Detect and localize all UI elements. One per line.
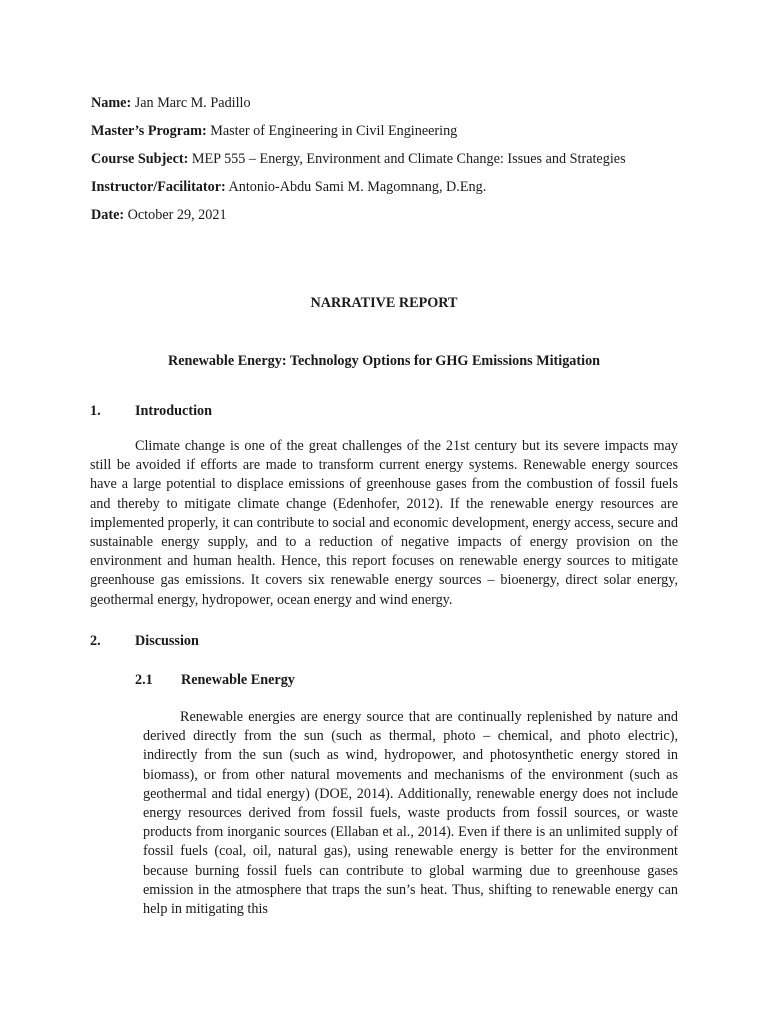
- course-label: Course Subject:: [91, 151, 189, 167]
- section-1-number: 1.: [90, 403, 101, 419]
- section-2-heading: [90, 632, 199, 650]
- instructor-label: Instructor/Facilitator:: [91, 179, 226, 195]
- instructor-value: Antonio-Abdu Sami M. Magomnang, D.Eng.: [228, 179, 487, 195]
- name-line: [91, 94, 251, 112]
- section-2-1-number: 2.1: [135, 672, 153, 688]
- instructor-line: [91, 178, 486, 196]
- name-value: Jan Marc M. Padillo: [134, 95, 251, 111]
- date-value: October 29, 2021: [127, 207, 227, 223]
- section-2-title: Discussion: [135, 633, 199, 649]
- course-value: MEP 555 – Energy, Environment and Climate Change: Issues and Strategies: [191, 151, 626, 167]
- report-subtitle: Renewable Energy: Technology Options for GHG Emissions Mitigation: [167, 353, 601, 369]
- course-line: [91, 150, 626, 168]
- section-1-heading: [90, 402, 212, 420]
- program-value: Master of Engineering in Civil Engineering: [210, 123, 458, 139]
- section-2-1-heading: [135, 671, 295, 689]
- section-1-title: Introduction: [135, 403, 212, 419]
- date-line: [91, 206, 227, 224]
- section-2-1-title: Renewable Energy: [181, 672, 295, 688]
- section-2-number: 2.: [90, 633, 101, 649]
- program-label: Master’s Program:: [91, 123, 207, 139]
- name-label: Name:: [91, 95, 132, 111]
- program-line: [91, 122, 457, 140]
- introduction-paragraph: Climate change is one of the great challenges of the 21st century but its severe impacts may still be avoided if efforts are made to transform current energy systems. Renewable energy sources have a large potential to displace emissions of greenhouse gases from the combustion of fossil fuels and thereby to mitigate climate change (Edenhofer, 2012). If the renewable energy resources are implemented properly, it can contribute to social and economic development, energy access, secure and sustainable energy supply, and to a reduction of negative impacts of energy provision on the environment and human health. Hence, this report focuses on renewable energy sources to mitigate greenhouse gas emissions. It covers six renewable energy sources – bioenergy, direct solar energy, geothermal energy, hydropower, ocean energy and wind energy.: [90, 438, 678, 608]
- date-label: Date:: [91, 207, 125, 223]
- renewable-energy-paragraph: Renewable energies are energy source that are continually replenished by nature and derived directly from the sun (such as thermal, photo – chemical, and photo electric), indirectly from the sun (such as wind, hydropower, and photosynthetic energy stored in biomass), or from other natural movements and mechanisms of the environment (such as geothermal and tidal energy) (DOE, 2014). Additionally, renewable energy does not include energy resources derived from fossil fuels, waste products from fossil sources, or waste products from inorganic sources (Ellaban et al., 2014). Even if there is an unlimited supply of fossil fuels (coal, oil, natural gas), using renewable energy is better for the environment because burning fossil fuels can contribute to global warming due to greenhouse gases emission in the atmosphere that traps the sun’s heat. Thus, shifting to renewable energy can help in mitigating this: [143, 709, 678, 918]
- report-title: NARRATIVE REPORT: [310, 295, 458, 311]
